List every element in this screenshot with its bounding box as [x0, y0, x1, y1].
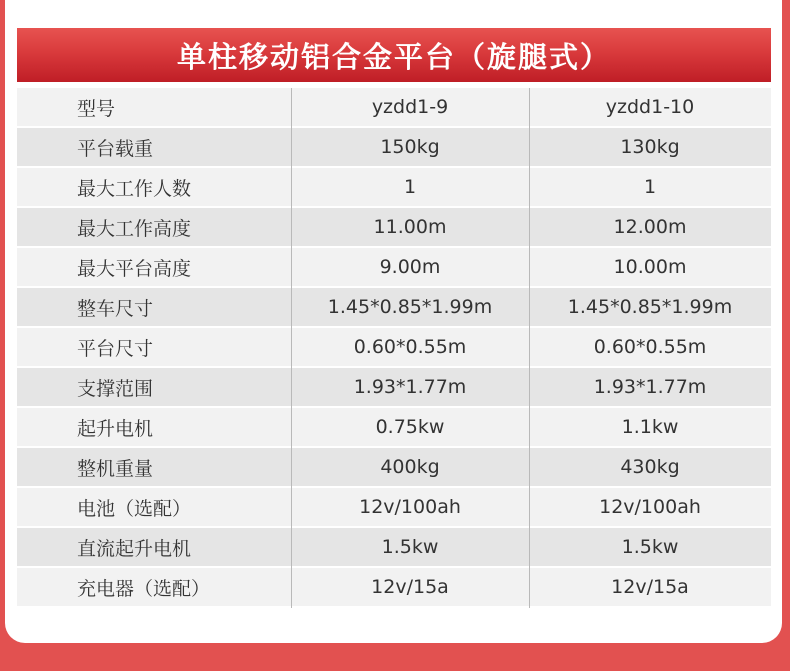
row-value-col2: 1.1kw [621, 416, 679, 438]
row-label: 平台尺寸 [77, 337, 154, 360]
table-row-platform-load [17, 128, 771, 168]
row-value-col1: 1.93*1.77m [353, 376, 467, 398]
row-label: 最大工作高度 [77, 217, 192, 240]
row-value-col1: 1 [403, 176, 417, 198]
row-value-col1: 150kg [380, 136, 440, 158]
row-value-col2: yzdd1-10 [605, 96, 695, 118]
row-value-col2: 12.00m [613, 216, 687, 238]
row-value-col1: 400kg [380, 456, 440, 478]
row-label: 直流起升电机 [77, 537, 192, 560]
row-value-col1: 12v/15a [371, 576, 449, 598]
row-value-col1: 1.45*0.85*1.99m [327, 296, 493, 318]
row-label: 充电器（选配） [77, 577, 211, 600]
row-value-col2: 1 [643, 176, 657, 198]
table-row-max-workers [17, 168, 771, 208]
table-row-support-range [17, 368, 771, 408]
table-row-charger [17, 568, 771, 608]
row-value-col2: 12v/100ah [599, 496, 701, 518]
row-label: 最大工作人数 [77, 177, 192, 200]
row-value-col1: 1.5kw [381, 536, 439, 558]
row-value-col1: 9.00m [379, 256, 441, 278]
spec-card [5, 0, 782, 643]
row-value-col2: 430kg [620, 456, 680, 478]
table-row-lift-motor [17, 408, 771, 448]
row-value-col1: yzdd1-9 [371, 96, 449, 118]
row-label: 支撑范围 [77, 377, 154, 400]
row-value-col2: 130kg [620, 136, 680, 158]
row-label: 型号 [77, 97, 116, 120]
row-value-col2: 1.5kw [621, 536, 679, 558]
row-value-col2: 1.45*0.85*1.99m [567, 296, 733, 318]
row-label: 最大平台高度 [77, 257, 192, 280]
row-value-col2: 12v/15a [611, 576, 689, 598]
table-row-platform-size [17, 328, 771, 368]
row-value-col1: 11.00m [373, 216, 447, 238]
table-row-max-platform-height [17, 248, 771, 288]
row-value-col2: 0.60*0.55m [593, 336, 707, 358]
row-label: 整机重量 [77, 457, 154, 480]
table-row-machine-weight [17, 448, 771, 488]
row-value-col1: 0.75kw [375, 416, 445, 438]
table-row-battery [17, 488, 771, 528]
table-row-vehicle-size [17, 288, 771, 328]
row-label: 平台载重 [77, 137, 154, 160]
row-label: 电池（选配） [77, 497, 192, 520]
row-value-col1: 12v/100ah [359, 496, 461, 518]
table-row-max-working-height [17, 208, 771, 248]
row-label: 整车尺寸 [77, 297, 154, 320]
row-value-col2: 1.93*1.77m [593, 376, 707, 398]
row-value-col2: 10.00m [613, 256, 687, 278]
row-value-col1: 0.60*0.55m [353, 336, 467, 358]
row-label: 起升电机 [77, 417, 154, 440]
page-title-text: 单柱移动铝合金平台（旋腿式） [176, 39, 611, 74]
column-divider-1 [291, 88, 292, 608]
column-divider-2 [529, 88, 530, 608]
spec-table [17, 88, 771, 608]
table-row-model [17, 88, 771, 128]
table-row-dc-lift-motor [17, 528, 771, 568]
page-title [17, 28, 771, 82]
